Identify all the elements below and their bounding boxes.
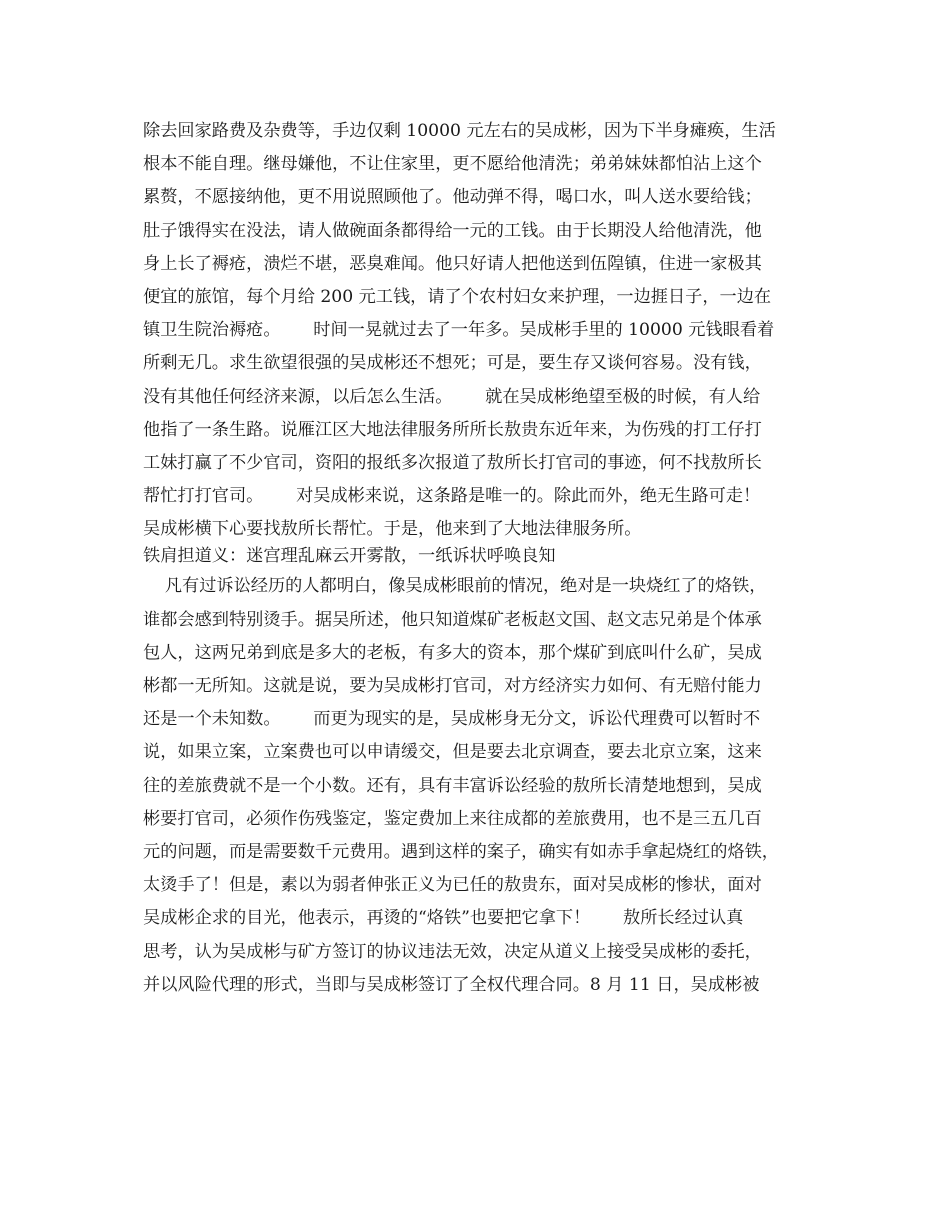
text-line: 肚子饿得实在没法，请人做碗面条都得给一元的工钱。由于长期没人给他清洗，他 <box>143 220 762 241</box>
text-line: 便宜的旅馆，每个月给 200 元工钱，请了个农村妇女来护理，一边捱日子，一边在 <box>143 286 772 307</box>
document-page <box>143 118 823 1005</box>
text-line: 累赘，不愿接纳他，更不用说照顾他了。他动弹不得，喝口水，叫人送水要给钱； <box>143 187 762 208</box>
text-line: 往的差旅费就不是一个小数。还有，具有丰富诉讼经验的敖所长清楚地想到，吴成 <box>143 775 762 796</box>
text-line: 所剩无几。求生欲望很强的吴成彬还不想死；可是，要生存又谈何容易。没有钱， <box>143 353 762 374</box>
text-line: 根本不能自理。继母嫌他，不让住家里，更不愿给他清洗；弟弟妹妹都怕沾上这个 <box>143 154 762 175</box>
text-line: 还是一个未知数。 而更为现实的是，吴成彬身无分文，诉讼代理费可以暂时不 <box>143 709 761 730</box>
text-line: 思考，认为吴成彬与矿方签订的协议违法无效，决定从道义上接受吴成彬的委托， <box>143 941 762 962</box>
text-line: 身上长了褥疮，溃烂不堪，恶臭难闻。他只好请人把他送到伍隍镇，住进一家极其 <box>143 253 762 274</box>
text-line: 工妹打赢了不少官司，资阳的报纸多次报道了敖所长打官司的事迹，何不找敖所长 <box>143 452 762 473</box>
text-line: 他指了一条生路。说雁江区大地法律服务所所长敖贵东近年来，为伤残的打工仔打 <box>143 419 762 440</box>
text-line: 谁都会感到特别烫手。据吴所述，他只知道煤矿老板赵文国、赵文志兄弟是个体承 <box>143 609 762 630</box>
text-line: 彬要打官司，必须作伤残鉴定，鉴定费加上来往成都的差旅费用，也不是三五几百 <box>143 808 762 829</box>
text-line: 并以风险代理的形式，当即与吴成彬签订了全权代理合同。8 月 11 日，吴成彬被 <box>143 974 760 995</box>
text-line: 元的问题，而是需要数千元费用。遇到这样的案子，确实有如赤手拿起烧红的烙铁， <box>143 841 779 862</box>
text-line: 吴成彬横下心要找敖所长帮忙。于是，他来到了大地法律服务所。 <box>143 519 642 540</box>
section-heading: 铁肩担道义：迷宫理乱麻云开雾散，一纸诉状呼唤良知 <box>143 546 556 567</box>
text-line: 凡有过诉讼经历的人都明白，像吴成彬眼前的情况，绝对是一块烧红了的烙铁， <box>143 576 767 597</box>
text-line: 除去回家路费及杂费等，手边仅剩 10000 元左右的吴成彬，因为下半身瘫痪，生活 <box>143 121 776 141</box>
text-line: 没有其他任何经济来源，以后怎么生活。 就在吴成彬绝望至极的时候，有人给 <box>143 386 761 407</box>
text-line: 太烫手了！但是，素以为弱者伸张正义为已任的敖贵东，面对吴成彬的惨状，面对 <box>143 875 762 896</box>
text-line: 吴成彬企求的目光，他表示，再烫的“烙铁”也要把它拿下！ 敖所长经过认真 <box>143 908 744 929</box>
text-line: 包人，这两兄弟到底是多大的老板，有多大的资本，那个煤矿到底叫什么矿，吴成 <box>143 642 762 663</box>
text-line: 彬都一无所知。这就是说，要为吴成彬打官司，对方经济实力如何、有无赔付能力 <box>143 676 762 696</box>
text-line: 说，如果立案，立案费也可以申请缓交，但是要去北京调查，要去北京立案，这来 <box>143 742 762 763</box>
text-line: 镇卫生院治褥疮。 时间一晃就过去了一年多。吴成彬手里的 10000 元钱眼看着 <box>143 320 775 341</box>
text-line: 帮忙打打官司。 对吴成彬来说，这条路是唯一的。除此而外，绝无生路可走！ <box>143 486 761 507</box>
